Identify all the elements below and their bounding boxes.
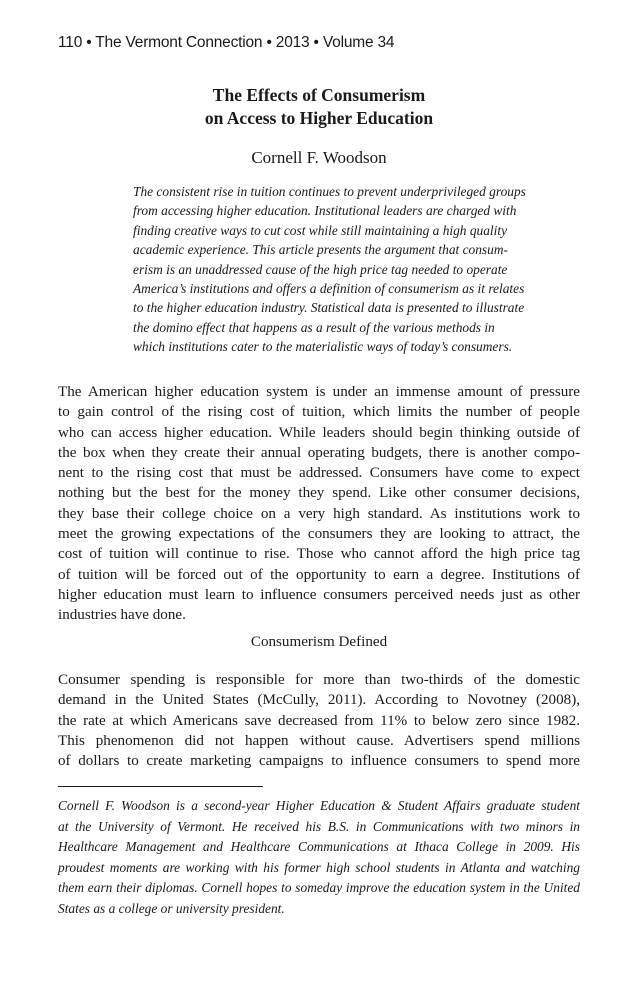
abstract-line: academic experience. This article presents the argument that consum-	[133, 242, 508, 258]
body-line: who can access higher education. While leaders should begin thinking outside of	[58, 424, 580, 441]
body-line: higher education must learn to influence consumers perceived needs just as other	[58, 586, 580, 603]
body-line: the rate at which Americans save decreased from 11% to below zero since 1982.	[58, 712, 580, 729]
abstract-line: erism is an unaddressed cause of the high price tag needed to operate	[133, 261, 508, 277]
article-title	[0, 84, 638, 130]
title-line: The Effects of Consumerism	[212, 85, 426, 105]
body-line: they base their college choice on a very high standard. As institutions work to	[58, 505, 580, 522]
body-line: Consumer spending is responsible for more than two-thirds of the domestic	[58, 672, 580, 688]
abstract-line: America’s institutions and offers a definition of consumerism as it relates	[133, 281, 525, 297]
body-line: This phenomenon did not happen without cause. Advertisers spend millions	[58, 732, 580, 749]
footnote-line: proudest moments are working with his former high school students in Atlanta and watching	[58, 859, 580, 875]
footnote-line: at the University of Vermont. He received his B.S. in Communications with two minors in	[58, 818, 580, 834]
body-line: nothing but the best for the money they spend. Like other consumer decisions,	[58, 485, 580, 502]
abstract-line: from accessing higher education. Institutional leaders are charged with	[133, 203, 517, 219]
footnote-line: Cornell F. Woodson is a second-year Higher Education & Student Affairs graduate student	[58, 798, 580, 813]
footnote-divider	[58, 786, 263, 787]
abstract-line: finding creative ways to cut cost while still maintaining a high quality	[133, 222, 508, 238]
section-heading: Consumerism Defined	[250, 634, 388, 650]
body-line: the box when they create their annual operating budgets, there is another compo-	[58, 444, 580, 461]
body-line: to gain control of the rising cost of tuition, which limits the number of people	[58, 404, 580, 421]
body-line: nent to the rising cost that must be addressed. Consumers have come to expect	[58, 465, 580, 482]
abstract-line: The consistent rise in tuition continues to prevent underprivileged groups	[133, 184, 526, 199]
abstract-line: to the higher education industry. Statistical data is presented to illustrate	[133, 300, 525, 316]
body-line: of dollars to create marketing campaigns to influence consumers to spend more	[58, 753, 580, 770]
body-line: of tuition will be forced out of the opportunity to earn a degree. Institutions of	[58, 566, 580, 583]
abstract	[133, 182, 526, 357]
body-line: The American higher education system is under an immense amount of pressure	[58, 384, 580, 400]
footnote-line: them earn their diplomas. Cornell hopes to someday improve the education system in the United	[58, 880, 580, 895]
title-line: on Access to Higher Education	[204, 108, 434, 128]
abstract-line: the domino effect that happens as a result of the various methods in	[133, 319, 495, 335]
footnote-line: States as a college or university president.	[58, 900, 285, 916]
body-paragraph-1	[58, 382, 580, 626]
body-line: meet the growing expectations of the consumers they are looking to attract, the	[58, 526, 580, 543]
body-line: cost of tuition will continue to rise. Those who cannot afford the high price tag	[58, 546, 580, 563]
running-header: 110 • The Vermont Connection • 2013 • Volume 34	[58, 34, 395, 51]
body-line: demand in the United States (McCully, 2011). According to Novotney (2008),	[58, 692, 580, 709]
footnote-line: Healthcare Management and Healthcare Communications at Ithaca College in 2009. His	[58, 839, 580, 854]
body-paragraph-2	[58, 670, 580, 771]
author-footnote	[58, 796, 580, 919]
abstract-line: which institutions cater to the materialistic ways of today’s consumers.	[133, 339, 513, 355]
author-name: Cornell F. Woodson	[251, 148, 387, 167]
body-line: industries have done.	[58, 607, 186, 624]
